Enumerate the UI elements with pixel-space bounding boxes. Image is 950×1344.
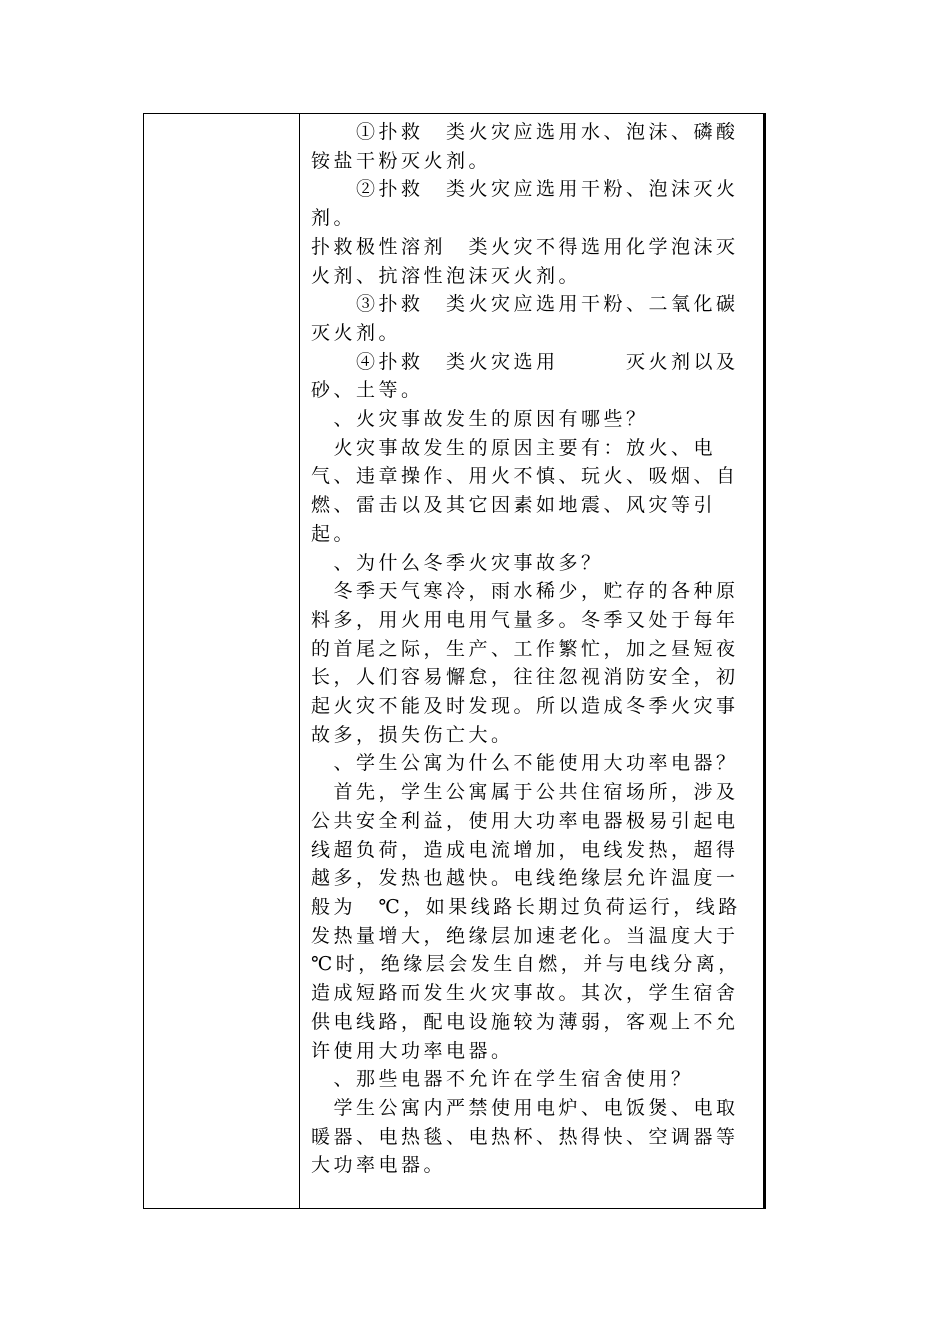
- cell-text: [311, 118, 762, 1180]
- paragraph-extinguisher-2: ②扑救 类火灾应选用干粉、泡沫灭火剂。: [311, 178, 739, 230]
- paragraph-extinguisher-3: ③扑救 类火灾应选用干粉、二氧化碳灭火剂。: [311, 293, 739, 344]
- question-fire-causes: 、火灾事故发生的原因有哪些？: [311, 408, 649, 431]
- question-winter-fires: 、为什么冬季火灾事故多？: [311, 551, 604, 574]
- answer-fire-causes: 火灾事故发生的原因主要有：放火、电气、违章操作、用火不慎、玩火、吸烟、自燃、雷击以及其它因素如地震、风灾等引起。: [311, 436, 739, 545]
- content-table: [143, 113, 766, 1209]
- question-high-power-appliances: 、学生公寓为什么不能使用大功率电器？: [311, 752, 739, 775]
- paragraph-extinguisher-1: ①扑救 类火灾应选用水、泡沫、磷酸铵盐干粉灭火剂。: [311, 121, 739, 172]
- answer-winter-fires: 冬季天气寒冷，雨水稀少，贮存的各种原料多，用火用电用气量多。冬季又处于每年的首尾之际，生产、工作繁忙，加之昼短夜长，人们容易懈怠，往往忽视消防安全，初起火灾不能及时发现。所以造成冬季火灾事故多，损失伤亡大。: [311, 580, 739, 746]
- question-banned-appliances: 、那些电器不允许在学生宿舍使用？: [311, 1068, 694, 1091]
- left-column-cell: [144, 114, 300, 1208]
- answer-high-power-appliances: 首先，学生公寓属于公共住宿场所，涉及公共安全利益，使用大功率电器极易引起电线超负荷，造成电流增加，电线发热，超得越多，发热也越快。电线绝缘层允许温度一般为 ℃，如果线路长期过负荷运行，线路发热量增大，绝缘层加速老化。当温度大于 ℃时，绝缘层会发生自燃，并与电线分离，造成短路而发生火灾事故。其次，学生宿舍供电线路，配电设施较为薄弱，客观上不允许使用大功率电器。: [311, 781, 762, 1062]
- paragraph-polar-solvent: 扑救极性溶剂 类火灾不得选用化学泡沫灭火剂、抗溶性泡沫灭火剂。: [311, 235, 739, 287]
- answer-banned-appliances: 学生公寓内严禁使用电炉、电饭煲、电取暖器、电热毯、电热杯、热得快、空调器等大功率电器。: [311, 1096, 739, 1177]
- right-column-cell: [300, 114, 763, 1208]
- paragraph-extinguisher-4: ④扑救 类火灾选用 灭火剂以及砂、土等。: [311, 350, 739, 402]
